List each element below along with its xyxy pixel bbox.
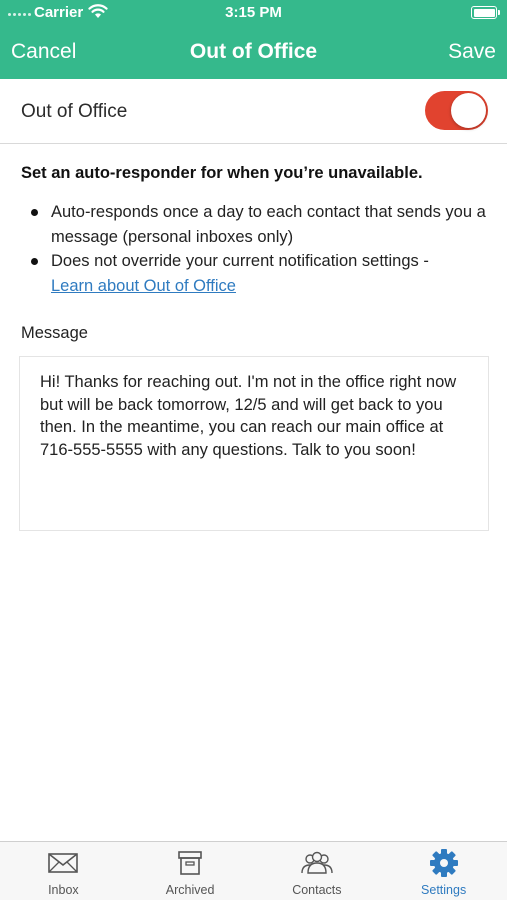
nav-bar <box>0 26 507 79</box>
tab-label: Contacts <box>292 883 342 897</box>
bullet-text: Auto-responds once a day to each contact that sends you a message (personal inboxes only) <box>51 203 486 246</box>
page-title: Out of Office <box>189 40 318 63</box>
learn-about-link[interactable]: Learn about Out of Office <box>51 276 236 295</box>
archive-box-icon <box>173 849 207 877</box>
tab-label: Inbox <box>48 883 79 897</box>
message-input[interactable]: Hi! Thanks for reaching out. I'm not in the office right now but will be back tomorrow, 12/5 and will get back to you then. In the meantime, you can reach our main office at 716-555-5555 with any questions. Talk to you soon! <box>19 356 489 531</box>
out-of-office-toggle-row <box>0 79 507 144</box>
cancel-button[interactable]: Cancel <box>11 40 77 63</box>
info-heading: Set an auto-responder for when you’re unavailable. <box>21 164 423 182</box>
gear-icon <box>427 849 461 877</box>
message-label: Message <box>21 324 88 342</box>
tab-bar <box>0 841 507 900</box>
carrier-label: Carrier <box>34 4 84 21</box>
status-time: 3:15 PM <box>225 4 282 21</box>
tab-label: Archived <box>165 883 215 897</box>
bullet-icon <box>31 209 38 216</box>
toggle-knob <box>451 93 486 128</box>
out-of-office-toggle[interactable] <box>425 91 488 130</box>
bullet-text: Does not override your current notification settings - <box>51 252 429 270</box>
tab-label: Settings <box>421 883 467 897</box>
tab-contacts[interactable] <box>254 842 381 900</box>
tab-inbox[interactable] <box>0 842 127 900</box>
contacts-icon <box>300 849 334 877</box>
list-item <box>21 200 491 249</box>
bullet-icon <box>31 258 38 265</box>
tab-archived[interactable] <box>127 842 254 900</box>
header <box>0 0 507 79</box>
envelope-icon <box>46 849 80 877</box>
battery-icon <box>471 6 497 19</box>
list-item <box>21 249 491 298</box>
info-bullet-list <box>21 200 491 298</box>
save-button[interactable]: Save <box>448 40 496 63</box>
toggle-label: Out of Office <box>21 101 128 122</box>
tab-settings[interactable] <box>380 842 507 900</box>
status-bar <box>0 0 507 26</box>
